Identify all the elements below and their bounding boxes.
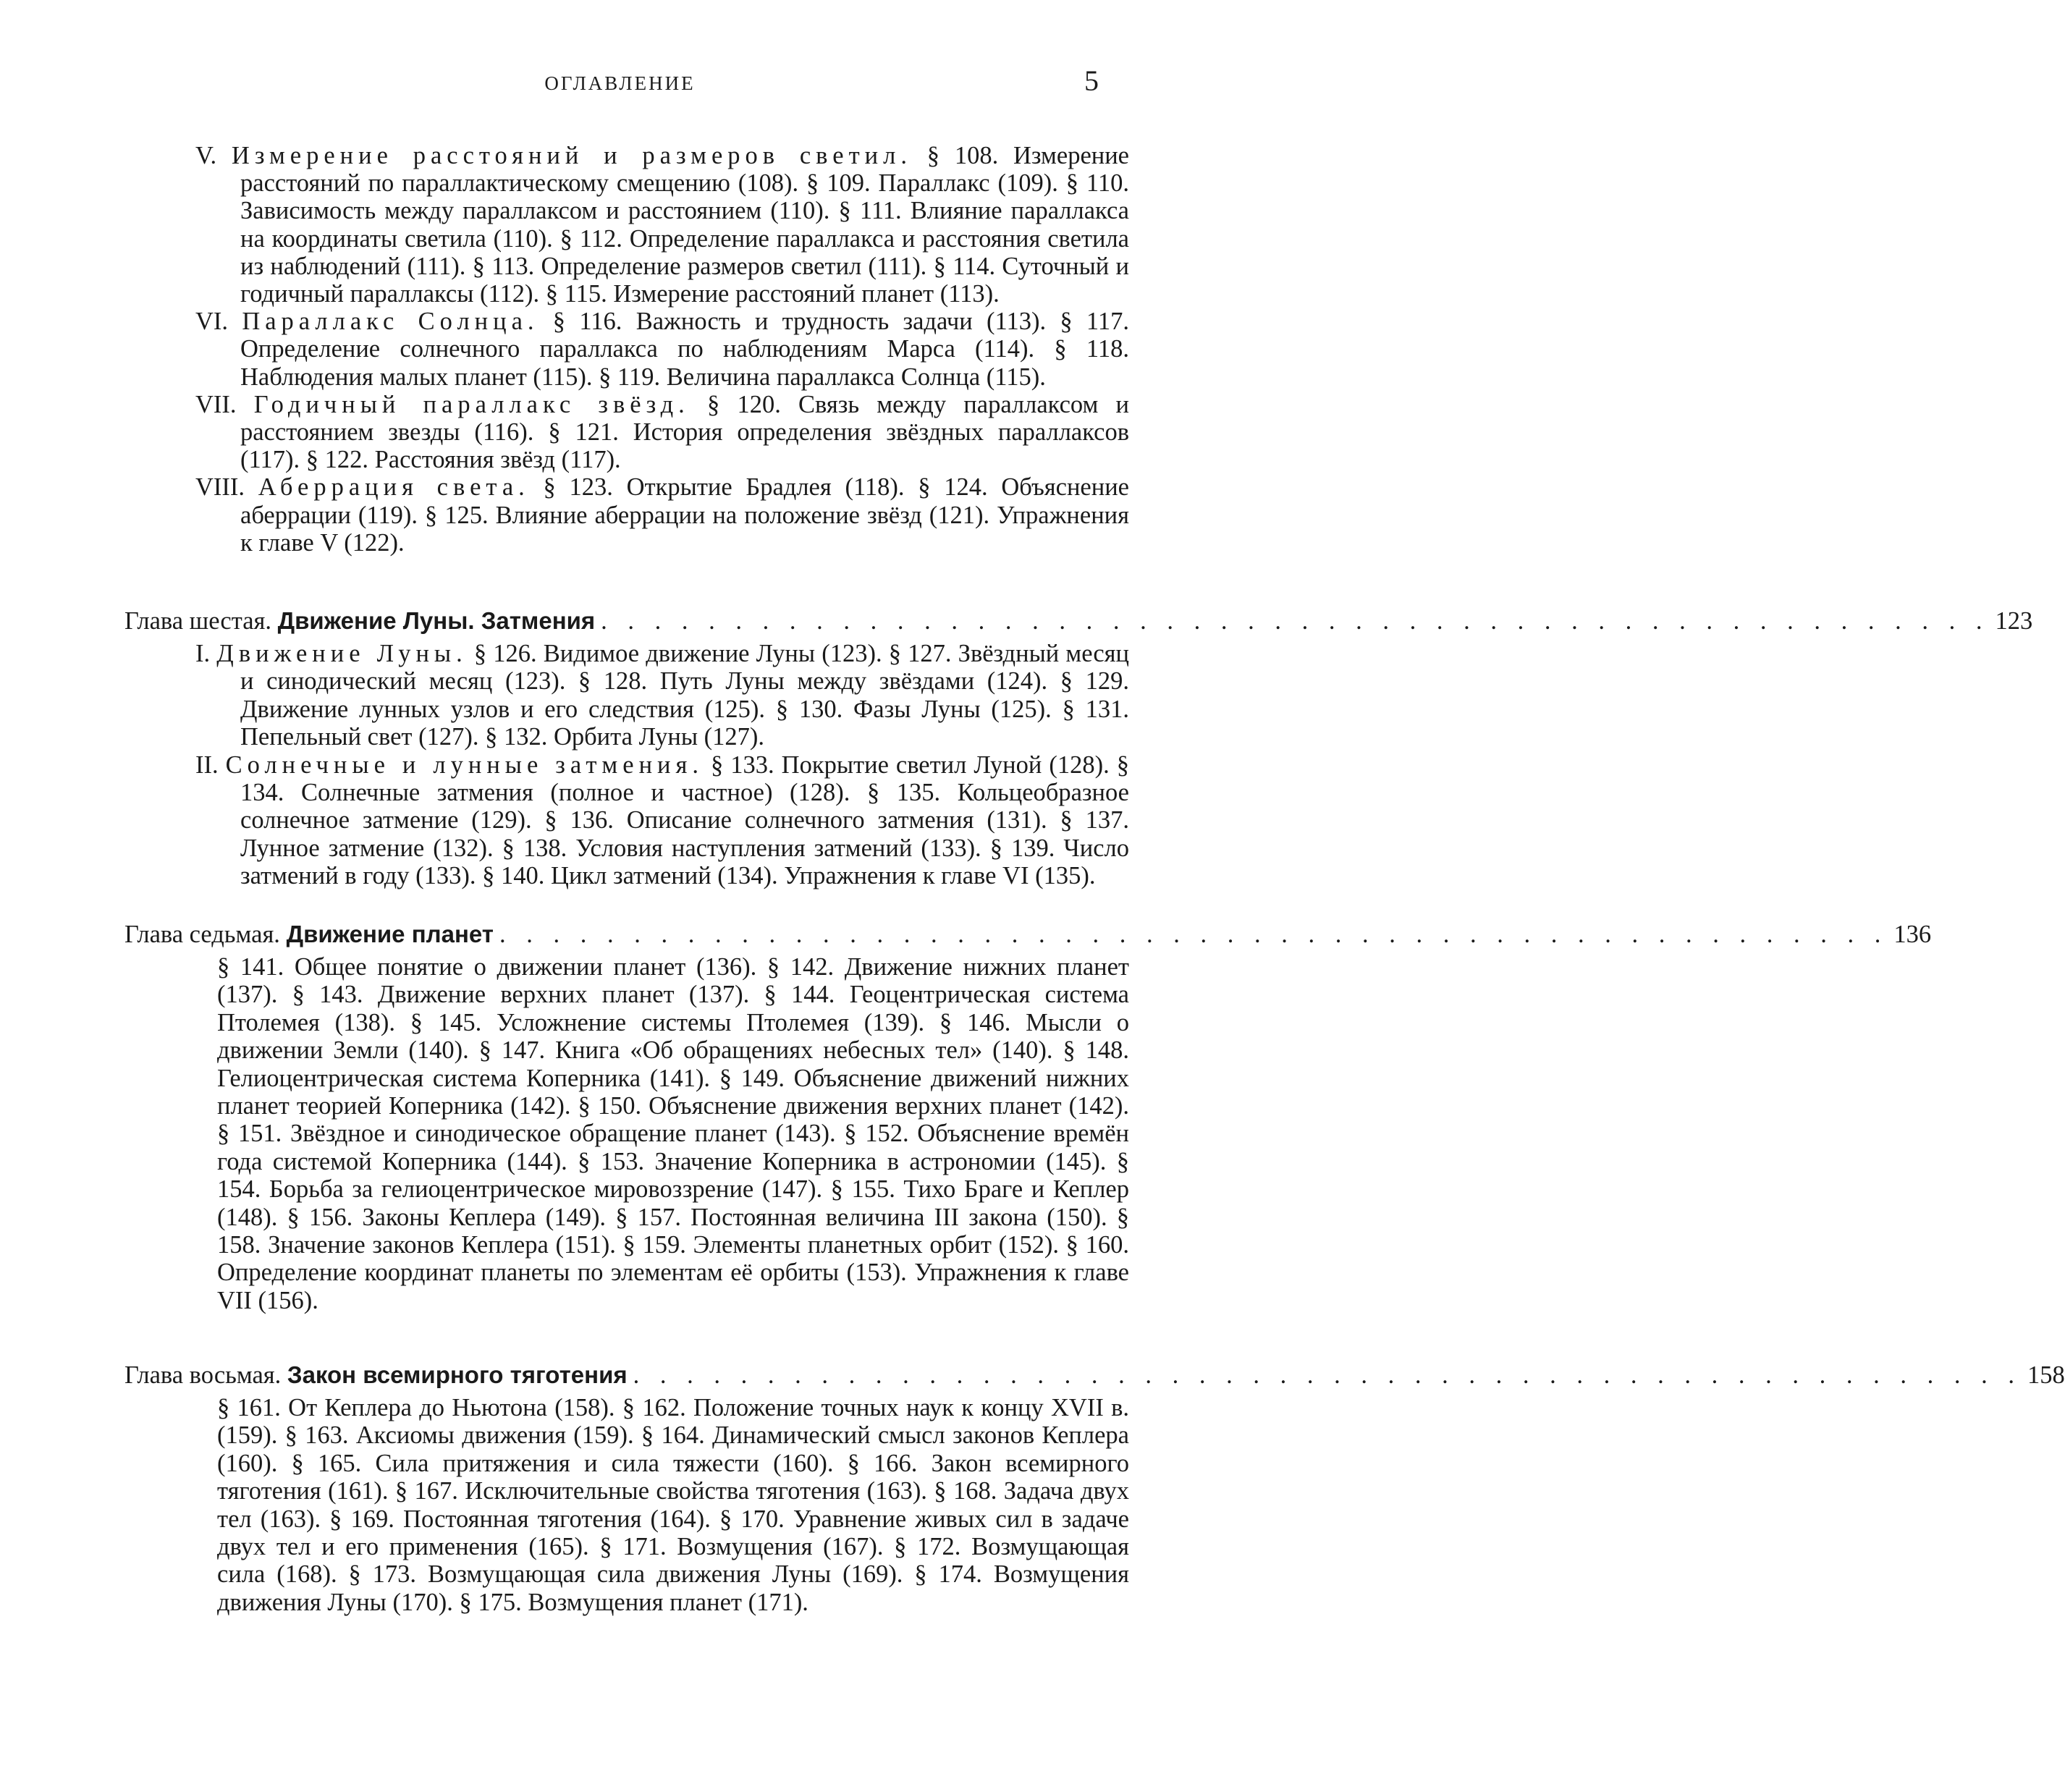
section-numeral: I. <box>195 640 211 667</box>
dot-leader: . . . . . . . . . . . . . . . . . . . . . . . . . . . . . . . . . . . . . . . . . . . . . . . . . . . . <box>499 921 1888 948</box>
section-text: § 126. Видимое движение Луны (123). § 127. Звёздный месяц и синодический месяц (123). § 128. Путь Луны между звёздами (124). § 129. Движение лунных узлов и его следствия (125). § 130. Фазы Луны (125). § 131. Пепельный свет (127). § 132. Орбита Луны (127). <box>240 640 1130 751</box>
section-heading: Параллакс Солнца. <box>242 308 539 336</box>
chapter-prefix: Глава седьмая. <box>124 921 287 948</box>
section-entry <box>195 308 1129 391</box>
chapter7-sections <box>195 953 1129 1314</box>
chapter-prefix: Глава шестая. <box>124 607 278 635</box>
section-heading: Движение Луны. <box>216 640 468 667</box>
section-heading: Измерение расстояний и размеров светил. <box>231 142 912 169</box>
chapter-page: 136 <box>1893 921 1932 948</box>
chapter8-sections <box>195 1394 1129 1616</box>
chapter-page: 123 <box>1995 607 2033 635</box>
section-numeral: VII. <box>195 390 237 418</box>
chapter6-sections <box>195 640 1129 890</box>
section-text: § 123. Открытие Брадлея (118). § 124. Объяснение аберрации (119). § 125. Влияние аберрации на положение звёзд (121). Упражнения к главе V (122). <box>240 473 1129 557</box>
chapter8-heading <box>124 1361 2065 1390</box>
chapter-sections-text: § 141. Общее понятие о движении планет (136). § 142. Движение нижних планет (137). § 143. Движение верхних планет (137). § 144. Геоцентрическая система Птолемея (138). § 145. Усложнение системы Птолемея (139). § 146. Мысли о движении Земли (140). § 147. Книга «Об обращениях небесных тел» (140). § 148. Гелиоцентрическая система Коперника (141). § 149. Объяснение движений нижних планет теорией Коперника (142). § 150. Объяснение движения верхних планет (142). § 151. Звёздное и синодическое обращение планет (143). § 152. Объяснение времён года системой Коперника (144). § 153. Значение Коперника в астрономии (145). § 154. Борьба за гелиоцентрическое мировоззрение (147). § 155. Тихо Браге и Кеплер (148). § 156. Законы Кеплера (149). § 157. Постоянная величина III закона (150). § 158. Значение законов Кеплера (151). § 159. Элементы планетных орбит (152). § 160. Определение координат планеты по элементам её орбиты (153). Упражнения к главе VII (156). <box>217 953 1129 1314</box>
section-heading: Аберрация света. <box>258 473 530 502</box>
section-text: § 133. Покрытие светил Луной (128). § 134. Солнечные затмения (полное и частное) (128). § 135. Кольцеобразное солнечное затмение (129). § 136. Описание солнечного затмения (131). § 137. Лунное затмение (132). § 138. Условия наступления затмений (133). § 139. Число затмений в году (133). § 140. Цикл затмений (134). Упражнения к главе VI (135). <box>240 751 1129 890</box>
chapter-title: Движение планет <box>286 921 494 947</box>
section-entry <box>195 473 1129 557</box>
chapter-title: Движение Луны. Затмения <box>277 607 596 634</box>
section-numeral: II. <box>195 751 219 779</box>
section-numeral: VIII. <box>195 473 245 502</box>
section-entry <box>195 390 1129 474</box>
dot-leader: . . . . . . . . . . . . . . . . . . . . . . . . . . . . . . . . . . . . . . . . . . . . . . . . . . . . <box>601 607 1990 635</box>
running-head: ОГЛАВЛЕНИЕ <box>544 72 696 94</box>
chapter-prefix: Глава восьмая. <box>124 1361 287 1389</box>
section-heading: Солнечные и лунные затмения. <box>225 751 704 779</box>
section-text: § 116. Важность и трудность задачи (113). § 117. Определение солнечного параллакса по наблюдениям Марса (114). § 118. Наблюдения малых планет (115). § 119. Величина параллакса Солнца (115). <box>240 308 1129 391</box>
section-entry <box>195 142 1129 308</box>
section-entry <box>195 751 1129 890</box>
section-numeral: VI. <box>195 308 229 336</box>
chapter7-heading <box>124 920 1932 949</box>
chapter6-heading <box>124 607 2033 635</box>
page-number: 5 <box>1084 64 1099 97</box>
chapter-title: Закон всемирного тяготения <box>287 1361 628 1388</box>
chapter-page: 158 <box>2027 1361 2065 1389</box>
section-entry <box>195 640 1130 751</box>
section-text: § 120. Связь между параллаксом и расстоянием звезды (116). § 121. История определения звёздных параллаксов (117). § 122. Расстояния звёзд (117). <box>240 390 1129 474</box>
section-text: § 108. Измерение расстояний по параллактическому смещению (108). § 109. Параллакс (109). § 110. Зависимость между параллаксом и расстоянием (110). § 111. Влияние параллакса на координаты светила (110). § 112. Определение параллакса и расстояния светила из наблюдений (111). § 113. Определение размеров светил (111). § 114. Суточный и годичный параллаксы (112). § 115. Измерение расстояний планет (113). <box>240 142 1129 308</box>
chapter5-sections <box>195 142 1129 557</box>
section-heading: Годичный параллакс звёзд. <box>253 390 690 418</box>
dot-leader: . . . . . . . . . . . . . . . . . . . . . . . . . . . . . . . . . . . . . . . . . . . . . . . . . . . . <box>633 1361 2022 1389</box>
section-numeral: V. <box>195 142 217 169</box>
chapter-sections-text: § 161. От Кеплера до Ньютона (158). § 162. Положение точных наук к концу XVII в. (159). § 163. Аксиомы движения (159). § 164. Динамический смысл законов Кеплера (160). § 165. Сила притяжения и сила тяжести (160). § 166. Закон всемирного тяготения (161). § 167. Исключительные свойства тяготения (163). § 168. Задача двух тел (163). § 169. Постоянная тяготения (164). § 170. Уравнение живых сил в задаче двух тел и его применения (165). § 171. Возмущения (167). § 172. Возмущающая сила (168). § 173. Возмущающая сила движения Луны (169). § 174. Возмущения движения Луны (170). § 175. Возмущения планет (171). <box>217 1394 1129 1616</box>
